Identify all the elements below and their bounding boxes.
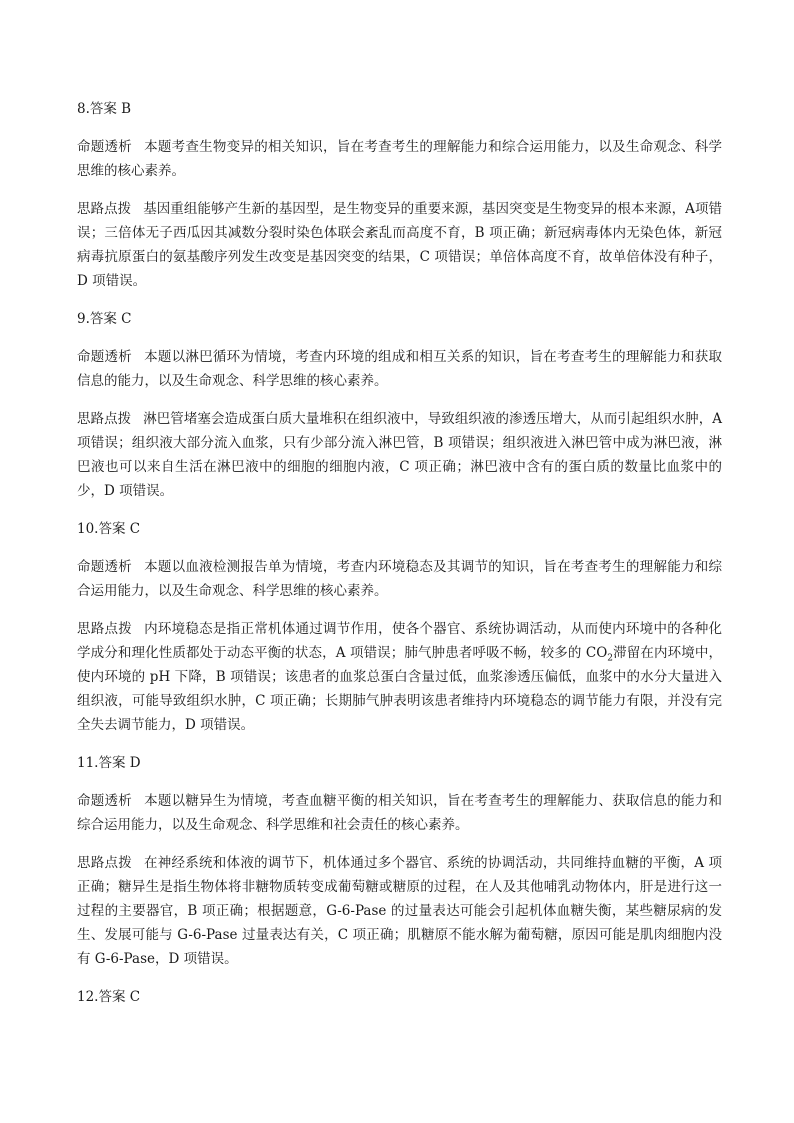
hint-8: [77, 197, 722, 293]
hint-10: [77, 617, 722, 737]
answer-8: 8.答案 B: [77, 101, 132, 117]
analysis-text: 本题以血液检测报告单为情境，考查内环境稳态及其调节的知识，旨在考查考生的理解能力和综合运用能力，以及生命观念、科学思维的核心素养。: [77, 559, 723, 599]
answer-12: 12.答案 C: [77, 989, 141, 1005]
analysis-8: [77, 135, 722, 183]
hint-text-post: 滞留在内环境中，使内环境的 pH 下降，B 项错误；该患者的血浆总蛋白含量过低，血浆渗透压偏低，血浆中的水分大量进入组织液，可能导致组织水肿，C 项正确；长期肺气肿表明该患者维持内环境稳态的调节能力有限，并没有完全失去调节能力，D 项错误。: [77, 645, 722, 733]
question-11-block: [77, 751, 722, 971]
hint-11: [77, 851, 722, 971]
hint-label: 思路点拨: [77, 411, 132, 427]
analysis-9: [77, 345, 722, 393]
analysis-label: 命题透析: [77, 793, 133, 809]
co2-subscript: 2: [607, 653, 614, 664]
hint-text-pre: 内环境稳态是指正常机体通过调节作用，使各个器官、系统协调活动，从而使内环境中的各种化学成分和理化性质都处于动态平衡的状态，A 项错误；肺气肿患者呼吸不畅，较多的 CO: [77, 621, 723, 661]
answer-11: 11.答案 D: [77, 755, 141, 771]
hint-9: [77, 407, 722, 503]
hint-label: 思路点拨: [77, 855, 133, 871]
hint-label: 思路点拨: [77, 621, 133, 637]
analysis-text: 本题以糖异生为情境，考查血糖平衡的相关知识，旨在考查考生的理解能力、获取信息的能力和综合运用能力，以及生命观念、科学思维和社会责任的核心素养。: [77, 793, 723, 833]
hint-label: 思路点拨: [77, 201, 132, 217]
analysis-label: 命题透析: [77, 349, 133, 365]
analysis-11: [77, 789, 722, 837]
analysis-text: 本题考查生物变异的相关知识，旨在考查考生的理解能力和综合运用能力，以及生命观念、科学思维的核心素养。: [77, 139, 723, 179]
answer-key-content: [77, 97, 722, 1023]
answer-10: 10.答案 C: [77, 521, 141, 537]
question-9-block: [77, 307, 722, 503]
question-12-block: [77, 985, 722, 1009]
hint-text: 在神经系统和体液的调节下，机体通过多个器官、系统的协调活动，共同维持血糖的平衡，A 项正确；糖异生是指生物体将非糖物质转变成葡萄糖或糖原的过程，在人及其他哺乳动物体内，肝是进行这一过程的主要器官，B 项正确；根据题意，G-6-Pase 的过量表达可能会引起机体血糖失衡，某些糖尿病的发生、发展可能与 G-6-Pase 过量表达有关，C 项正确；肌糖原不能水解为葡萄糖，原因可能是肌肉细胞内没有 G-6-Pase，D 项错误。: [77, 855, 723, 967]
analysis-label: 命题透析: [77, 139, 133, 155]
hint-text: 基因重组能够产生新的基因型，是生物变异的重要来源，基因突变是生物变异的根本来源，A项错误；三倍体无子西瓜因其减数分裂时染色体联会紊乱而高度不育，B 项正确；新冠病毒体内无染色体，新冠病毒抗原蛋白的氨基酸序列发生改变是基因突变的结果，C 项错误；单倍体高度不育，故单倍体没有种子，D 项错误。: [77, 201, 723, 289]
analysis-10: [77, 555, 722, 603]
analysis-label: 命题透析: [77, 559, 133, 575]
hint-text: 淋巴管堵塞会造成蛋白质大量堆积在组织液中，导致组织液的渗透压增大，从而引起组织水肿，A 项错误；组织液大部分流入血浆，只有少部分流入淋巴管，B 项错误；组织液进入淋巴管中成为淋巴液，淋巴液也可以来自生活在淋巴液中的细胞的细胞内液，C 项正确；淋巴液中含有的蛋白质的数量比血浆中的少，D 项错误。: [77, 411, 723, 499]
answer-9: 9.答案 C: [77, 311, 132, 327]
analysis-text: 本题以淋巴循环为情境，考查内环境的组成和相互关系的知识，旨在考查考生的理解能力和获取信息的能力，以及生命观念、科学思维的核心素养。: [77, 349, 723, 389]
question-8-block: [77, 97, 722, 293]
question-10-block: [77, 517, 722, 737]
